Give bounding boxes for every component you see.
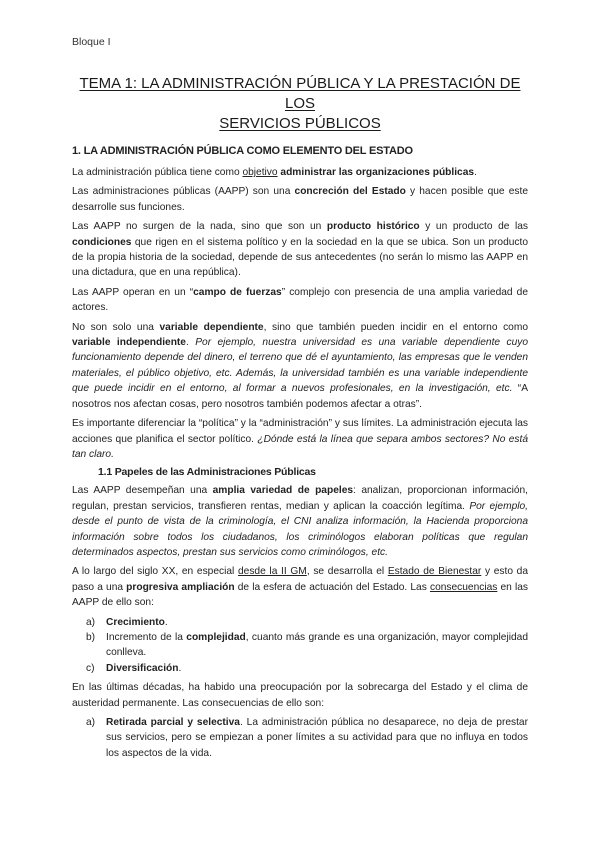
list-item: b) Incremento de la complejidad, cuanto más grande es una organización, mayor complejidad conlleva. bbox=[86, 631, 528, 659]
paragraph-welfare-state: A lo largo del siglo XX, en especial desde la II GM, se desarrolla el Estado de Bienestar y esto da paso a una progresiva ampliación de la esfera de actuación del Estado. Las consecuencias en las AAPP de ello son: bbox=[72, 566, 529, 609]
title-line-2: SERVICIOS PÚBLICOS bbox=[219, 115, 381, 132]
section-1-1-heading: 1.1 Papeles de las Administraciones Públicas bbox=[98, 466, 316, 479]
paragraph-historic-product: Las AAPP no surgen de la nada, sino que son un producto histórico y un producto de las condiciones que rigen en el sistema político y en la sociedad en la que se ubica. Son un producto de la propia historia de la sociedad, depende de sus antecedentes (no serán lo mismo las AAPP en una dictadura, que en una república). bbox=[72, 221, 528, 279]
austerity-consequences-list bbox=[72, 715, 528, 761]
list-item: a) Crecimiento. bbox=[86, 616, 168, 628]
paragraph-variables: No son solo una variable dependiente, sino que también pueden incidir en el entorno como variable independiente. Por ejemplo, nuestra universidad es una variable dependiente cuyo funcionamiento depende del dinero, el terreno que dé el ayuntamiento, las empresas que le venden materiales, el público objetivo, etc. Además, la universidad también es una variable independiente que puede incidir en el entorno, al formar a nuevos profesionales, en la investigación, etc. “A nosotros nos afectan cosas, pero nosotros también podemos afectar a otras”. bbox=[72, 321, 529, 410]
list-item: c) Diversificación. bbox=[86, 662, 182, 674]
consequences-list bbox=[72, 615, 528, 677]
document-title bbox=[72, 74, 528, 134]
list-item: a) Retirada parcial y selectiva. La administración pública no desaparece, no deja de prestar sus servicios, pero se empiezan a poner límites a su actividad para que no influya en todos los aspectos de la vida. bbox=[86, 717, 528, 759]
paragraph-roles: Las AAPP desempeñan una amplia variedad de papeles: analizan, proporcionan información, regulan, prestan servicios, transfieren rentas, median y aplican la coacción legítima. Por ejemplo, desde el punto de vista de la criminología, el CNI analiza información, la Hacienda proporciona información sobre todos los ciudadanos, los criminólogos elaboran políticas que regulan determinados aspectos, prestan sus servicios como criminólogos, etc. bbox=[72, 485, 528, 558]
paragraph-austerity: En las últimas décadas, ha habido una preocupación por la sobrecarga del Estado y el clima de austeridad permanente. Las consecuencias de ello son: bbox=[72, 682, 528, 709]
paragraph-aapp-definition: Las administraciones públicas (AAPP) son una concreción del Estado y hacen posible que este desarrolle sus funciones. bbox=[72, 186, 529, 213]
paragraph-force-field: Las AAPP operan en un “campo de fuerzas” complejo con presencia de una amplia variedad de actores. bbox=[72, 286, 528, 314]
paragraph-objective: La administración pública tiene como objetivo administrar las organizaciones públicas. bbox=[72, 167, 477, 178]
section-1-heading: 1. LA ADMINISTRACIÓN PÚBLICA COMO ELEMENTO DEL ESTADO bbox=[72, 145, 413, 157]
running-header: Bloque I bbox=[72, 36, 111, 48]
title-line-1: TEMA 1: LA ADMINISTRACIÓN PÚBLICA Y LA PRESTACIÓN DE LOS bbox=[79, 75, 521, 112]
paragraph-politics-administration: Es importante diferenciar la “política” y la “administración” y sus límites. La administración ejecuta las acciones que planifica el sector político. ¿Dónde está la línea que separa ambos sectores? No está tan claro. bbox=[72, 418, 528, 460]
